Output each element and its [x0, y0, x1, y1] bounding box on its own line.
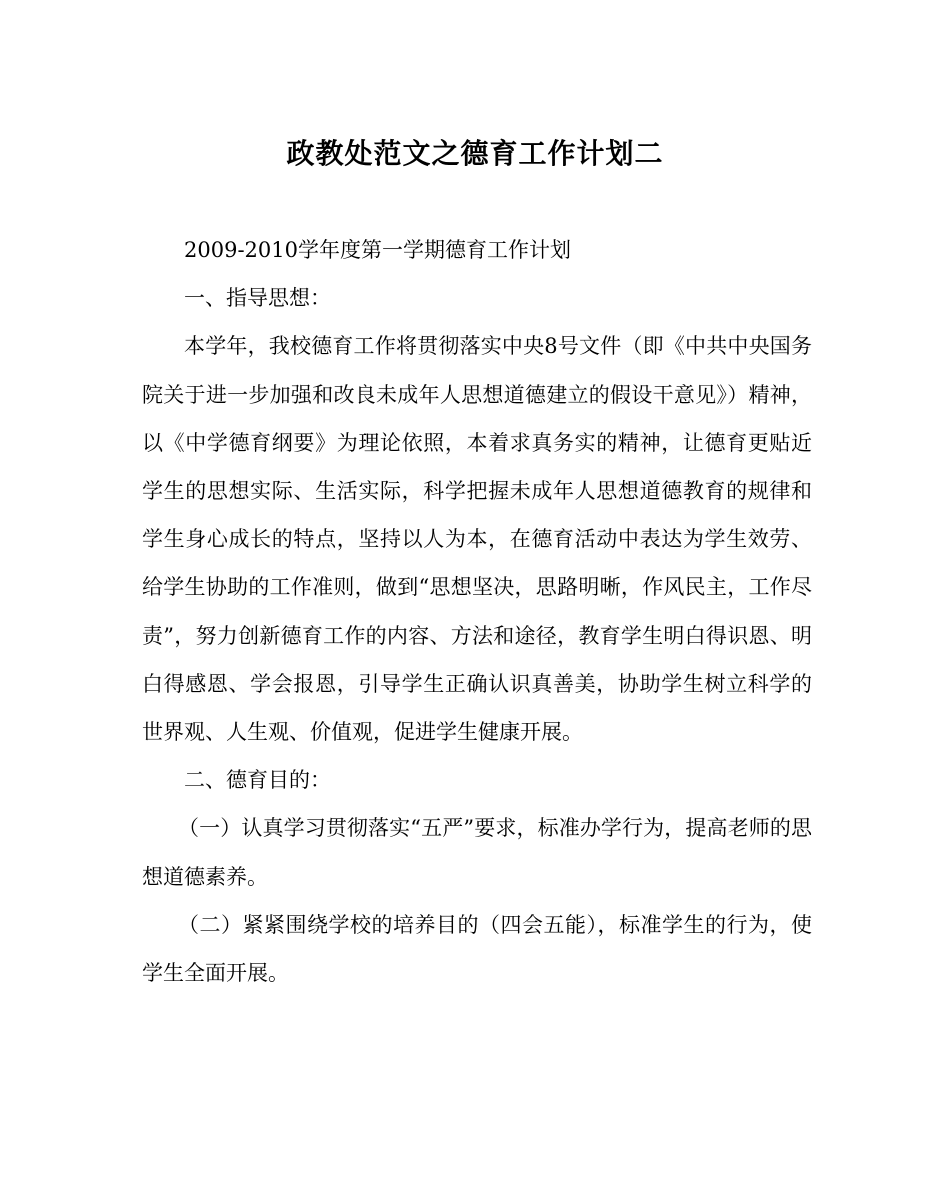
plan-heading-paragraph: 2009-2010学年度第一学期德育工作计划 [184, 238, 571, 262]
document-body [142, 226, 812, 997]
goal-item-2: （二）紧紧围绕学校的培养目的（四会五能），标准学生的行为，使学生全面开展。 [142, 912, 812, 986]
guiding-thought-paragraph: 本学年，我校德育工作将贯彻落实中央8号文件（即《中共中央国务院关于进一步加强和改良未成年人思想道德建立的假设干意见》）精神，以《中学德育纲要》为理论依照，本着求真务实的精神，让德育更贴近学生的思想实际、生活实际，科学把握未成年人思想道德教育的规律和学生身心成长的特点，坚持以人为本，在德育活动中表达为学生效劳、给学生协助的工作准则，做到“思想坚决，思路明晰，作风民主，工作尽责”，努力创新德育工作的内容、方法和途径，教育学生明白得识恩、明白得感恩、学会报恩，引导学生正确认识真善美，协助学生树立科学的世界观、人生观、价值观，促进学生健康开展。 [142, 334, 812, 745]
section-heading-moral-goals: 二、德育目的： [184, 768, 331, 793]
goal-item-1: （一）认真学习贯彻落实“五严”要求，标准办学行为，提高老师的思想道德素养。 [142, 816, 812, 889]
document-title: 政教处范文之德育工作计划二 [286, 137, 664, 170]
section-heading-guiding-thought: 一、指导思想： [184, 286, 331, 311]
